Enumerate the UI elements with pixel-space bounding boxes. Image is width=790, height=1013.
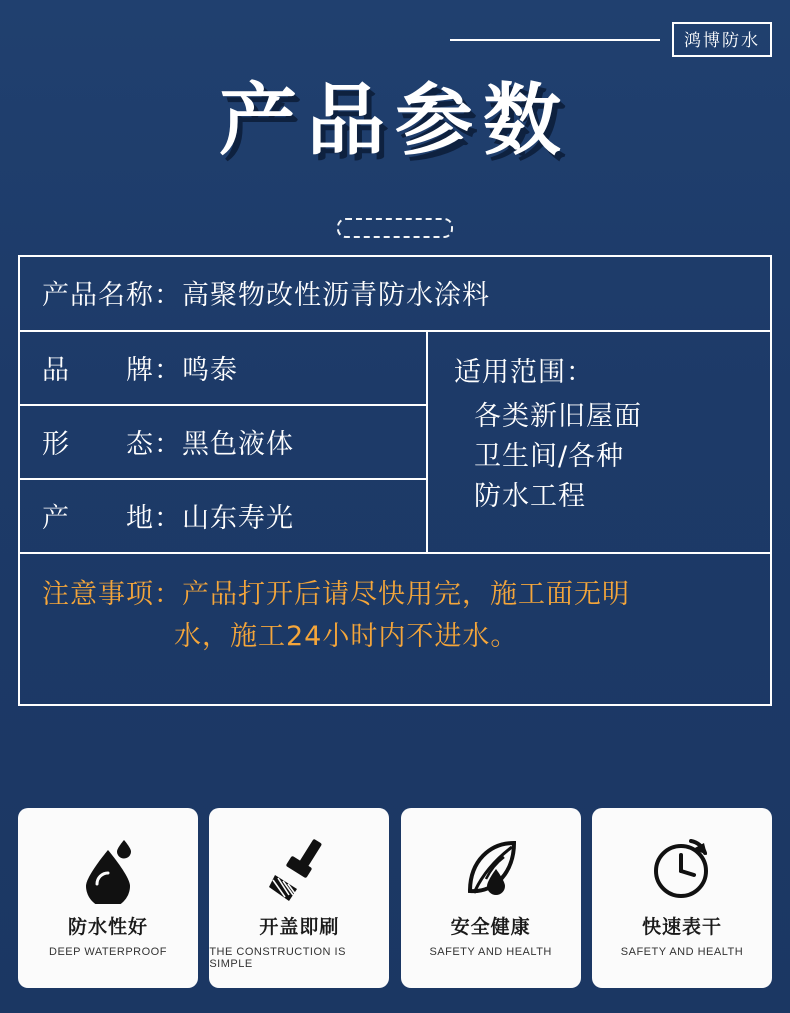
table-row xyxy=(20,257,770,332)
feature-title: 开盖即刷 xyxy=(259,916,340,938)
scope-title: 适用范围： xyxy=(454,357,594,388)
product-name-label: 产品名称： xyxy=(42,280,182,311)
brand-divider xyxy=(450,39,660,41)
paint-brush-icon xyxy=(261,830,337,908)
brand-name: 鸿博防水 xyxy=(672,22,772,57)
brand-value: 鸣泰 xyxy=(182,355,238,386)
scope-line: 各类新旧屋面 xyxy=(474,401,642,432)
feature-card-waterproof xyxy=(18,808,198,988)
spec-table xyxy=(18,255,772,706)
dashed-pill-icon xyxy=(337,218,453,238)
leaf-drop-icon xyxy=(456,830,526,908)
feature-title: 防水性好 xyxy=(67,916,148,938)
table-body-row xyxy=(20,332,770,554)
feature-title: 快速表干 xyxy=(641,916,722,938)
brand-bar xyxy=(450,22,772,57)
notice-line-1: 产品打开后请尽快用完，施工面无明 xyxy=(182,579,630,610)
table-row xyxy=(20,406,426,480)
clock-icon xyxy=(647,830,717,908)
table-row xyxy=(20,480,426,554)
table-row xyxy=(20,332,426,406)
page-title: 产品参数 xyxy=(218,76,571,166)
notice-cell xyxy=(20,554,652,704)
notice-line-2: 水，施工24小时内不进水。 xyxy=(174,620,519,652)
table-row xyxy=(20,554,770,704)
product-name-cell xyxy=(20,257,770,332)
brand-label: 品 牌： xyxy=(42,355,182,386)
feature-card-list xyxy=(18,808,772,988)
feature-subtitle: THE CONSTRUCTION IS SIMPLE xyxy=(209,946,346,970)
form-value: 黑色液体 xyxy=(182,429,294,460)
feature-card-easy-brush xyxy=(209,808,389,988)
scope-line: 卫生间/各种 xyxy=(474,440,625,472)
feature-card-safety xyxy=(401,808,581,988)
feature-subtitle: SAFETY AND HEALTH xyxy=(620,946,744,958)
title-decoration xyxy=(0,218,790,243)
spec-left-column xyxy=(20,332,428,554)
scope-cell xyxy=(428,332,770,554)
water-drop-icon xyxy=(77,830,139,908)
product-name-value: 高聚物改性沥青防水涂料 xyxy=(182,280,490,311)
feature-subtitle: SAFETY AND HEALTH xyxy=(429,946,552,958)
page-title-wrap xyxy=(0,76,790,166)
form-label: 形 态： xyxy=(42,429,182,460)
feature-card-fast-dry xyxy=(592,808,772,988)
scope-line: 防水工程 xyxy=(474,480,586,512)
feature-subtitle: DEEP WATERPROOF xyxy=(49,946,167,958)
origin-value: 山东寿光 xyxy=(182,503,294,534)
feature-title: 安全健康 xyxy=(450,916,531,938)
notice-label: 注意事项： xyxy=(42,579,182,610)
origin-label: 产 地： xyxy=(42,503,182,534)
